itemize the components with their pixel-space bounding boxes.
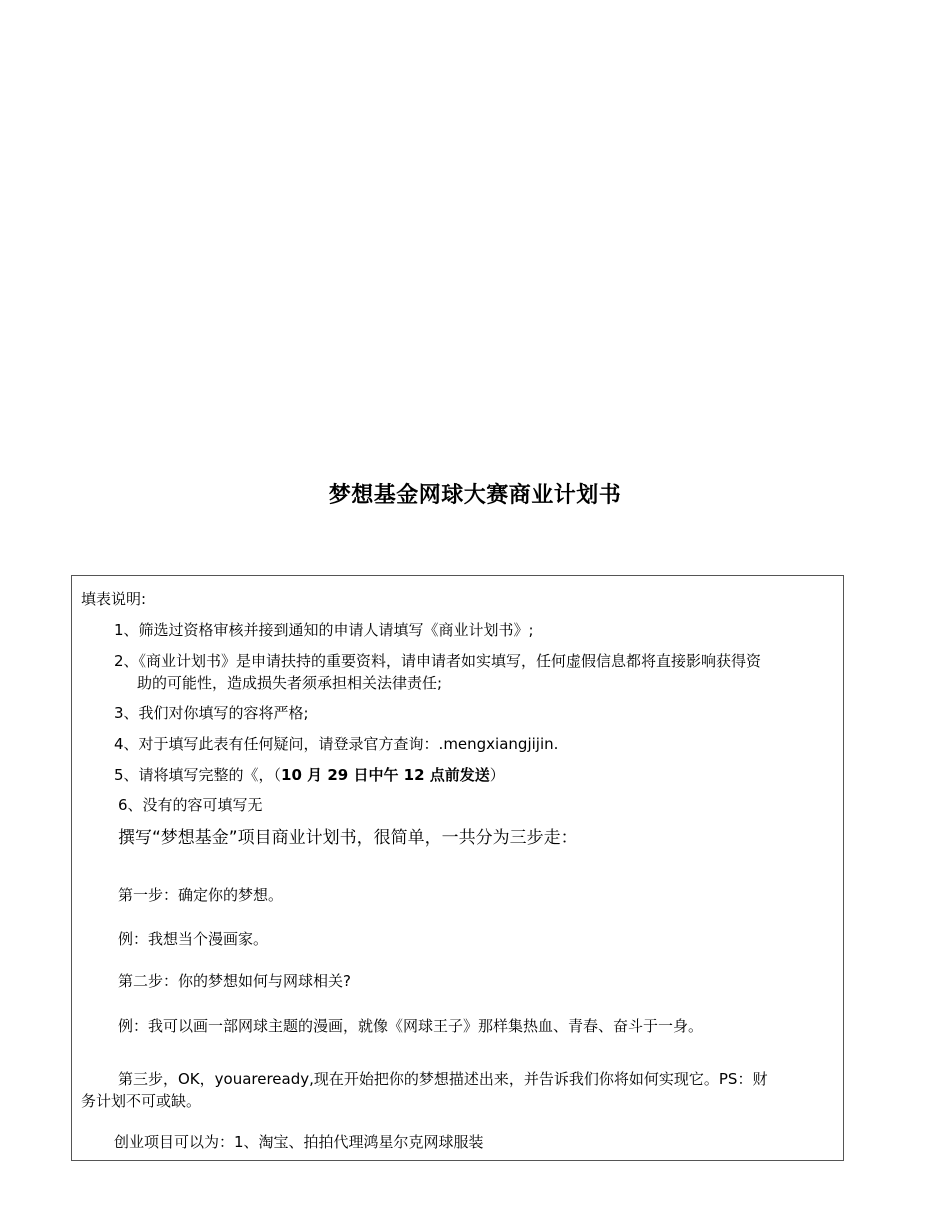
project-options: 创业项目可以为：1、淘宝、拍拍代理鸿星尔克网球服装 [114, 1133, 484, 1151]
guide-step-1: 第一步：确定你的梦想。 [118, 886, 284, 904]
instruction-item-5-prefix: 5、请将填写完整的《，（ [114, 766, 282, 784]
guide-example-2: 例：我可以画一部网球主题的漫画，就像《网球王子》那样集热血、青春、奋斗于一身。 [118, 1017, 704, 1035]
guide-step-3-line-2: 务计划不可或缺。 [81, 1092, 202, 1110]
instruction-item-4: 4、对于填写此表有任何疑问，请登录官方查询：.mengxiangjijin. [114, 735, 559, 753]
document-title: 梦想基金网球大赛商业计划书 [328, 483, 622, 508]
instructions-heading: 填表说明: [81, 590, 147, 608]
guide-intro: 撰写“梦想基金”项目商业计划书，很简单，一共分为三步走： [118, 828, 578, 848]
guide-step-3-line-1: 第三步，OK，youareready,现在开始把你的梦想描述出来，并告诉我们你将如何实现它。PS：财 [118, 1070, 768, 1088]
instruction-item-5-suffix: ） [489, 766, 505, 784]
guide-example-1: 例：我想当个漫画家。 [118, 930, 269, 948]
instruction-item-5 [114, 765, 505, 785]
instruction-item-1: 1、筛选过资格审核并接到通知的申请人请填写《商业计划书》; [114, 621, 534, 639]
instructions-box [71, 575, 844, 1161]
instruction-item-2-line-2: 助的可能性，造成损失者须承担相关法律责任; [137, 674, 443, 692]
instruction-item-3: 3、我们对你填写的容将严格; [114, 704, 309, 722]
deadline-text: 10 月 29 日中午 12 点前发送 [281, 766, 490, 784]
guide-step-2: 第二步：你的梦想如何与网球相关? [118, 972, 351, 990]
instruction-item-2-line-1: 2、《商业计划书》是申请扶持的重要资料，请申请者如实填写，任何虚假信息都将直接影响获得资 [114, 652, 762, 670]
instruction-item-6: 6、没有的容可填写无 [118, 796, 263, 814]
